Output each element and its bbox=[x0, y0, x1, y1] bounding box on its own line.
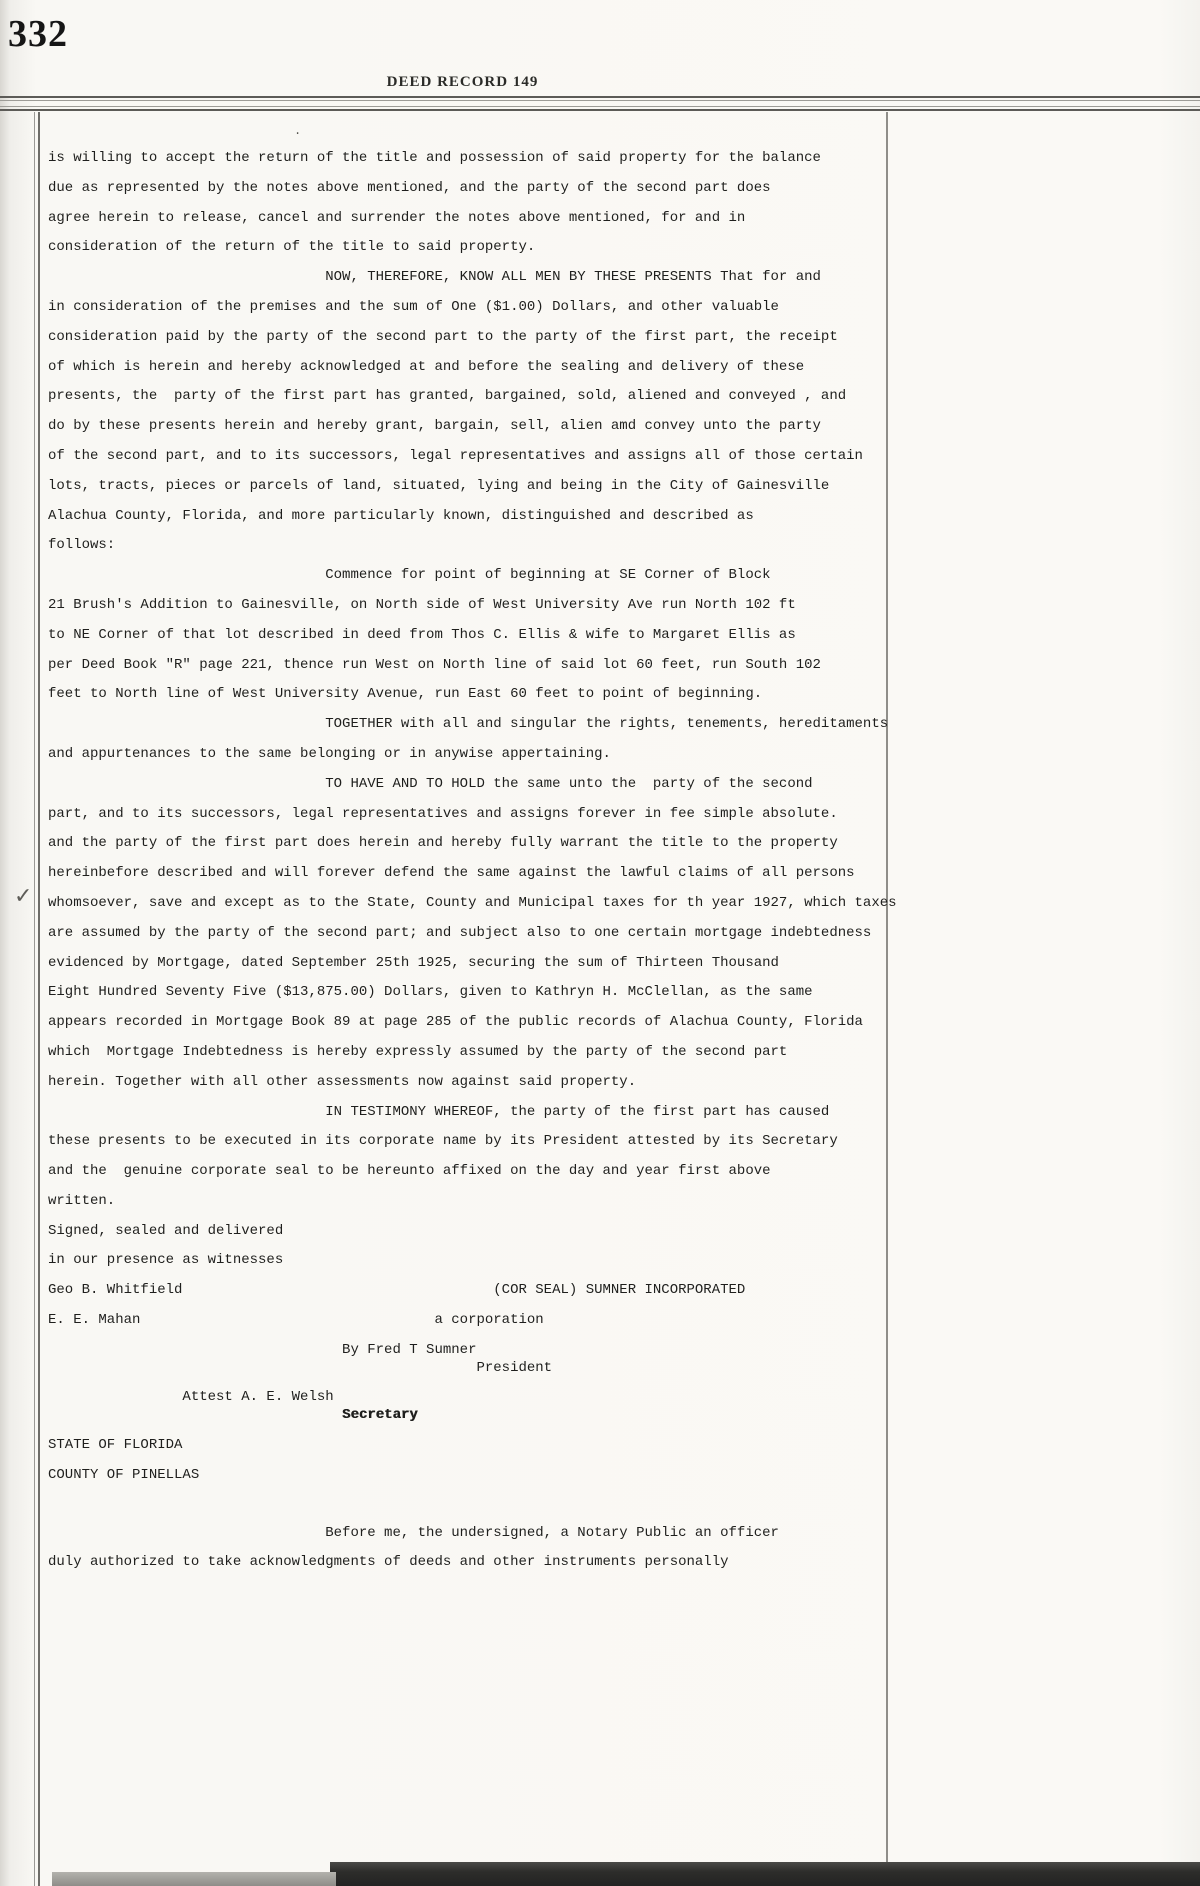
text-line: COUNTY OF PINELLAS bbox=[48, 1466, 200, 1483]
text-line: Eight Hundred Seventy Five ($13,875.00) Dollars, given to Kathryn H. McClellan, as the same bbox=[48, 984, 813, 1001]
header-rule-top-thin bbox=[0, 100, 1200, 101]
text-line: By Fred T Sumner bbox=[48, 1341, 477, 1358]
text-line: due as represented by the notes above mentioned, and the party of the second part does bbox=[48, 179, 771, 196]
text-line: whomsoever, save and except as to the State, County and Municipal taxes for th year 1927, which taxes bbox=[48, 894, 897, 911]
text-line: are assumed by the party of the second part; and subject also to one certain mortgage indebtedness bbox=[48, 924, 872, 941]
text-line: Commence for point of beginning at SE Corner of Block bbox=[48, 567, 771, 584]
text-line: TO HAVE AND TO HOLD the same unto the party of the second bbox=[48, 775, 813, 792]
text-line: in consideration of the premises and the sum of One ($1.00) Dollars, and other valuable bbox=[48, 298, 779, 315]
text-line: STATE OF FLORIDA bbox=[48, 1437, 183, 1454]
text-line: hereinbefore described and will forever defend the same against the lawful claims of all persons bbox=[48, 865, 855, 882]
left-margin-rule-inner bbox=[38, 112, 40, 1886]
scan-edge-bar-light bbox=[52, 1872, 336, 1886]
text-line: of the second part, and to its successors, legal representatives and assigns all of those certain bbox=[48, 447, 863, 464]
text-line: Signed, sealed and delivered bbox=[48, 1222, 284, 1239]
left-margin-rule-outer bbox=[34, 112, 35, 1886]
text-line: do by these presents herein and hereby grant, bargain, sell, alien amd convey unto the party bbox=[48, 418, 821, 435]
header-rule-bottom-thick bbox=[0, 109, 1200, 111]
text-line: feet to North line of West University Avenue, run East 60 feet to point of beginning. bbox=[48, 686, 763, 703]
header-rule-top-thick bbox=[0, 96, 1200, 98]
text-line: President bbox=[48, 1359, 553, 1376]
text-line: of which is herein and hereby acknowledged at and before the sealing and delivery of these bbox=[48, 358, 805, 375]
document-body bbox=[48, 144, 897, 1578]
text-line: and the party of the first part does herein and hereby fully warrant the title to the property bbox=[48, 835, 838, 852]
text-line: E. E. Mahan a corporation bbox=[48, 1312, 544, 1329]
text-line: part, and to its successors, legal representatives and assigns forever in fee simple absolute. bbox=[48, 805, 838, 822]
margin-checkmark: ✓ bbox=[14, 884, 33, 909]
page-number: 332 bbox=[8, 13, 68, 55]
text-line: 21 Brush's Addition to Gainesville, on North side of West University Ave run North 102 ft bbox=[48, 596, 796, 613]
text-line: IN TESTIMONY WHEREOF, the party of the first part has caused bbox=[48, 1103, 830, 1120]
stray-ink-dot: . bbox=[294, 124, 302, 138]
text-line: herein. Together with all other assessments now against said property. bbox=[48, 1073, 637, 1090]
text-line: Secretary bbox=[48, 1407, 418, 1424]
text-line: evidenced by Mortgage, dated September 25th 1925, securing the sum of Thirteen Thousand bbox=[48, 954, 779, 971]
text-line: these presents to be executed in its corporate name by its President attested by its Secretary bbox=[48, 1133, 838, 1150]
text-line: to NE Corner of that lot described in deed from Thos C. Ellis & wife to Margaret Ellis as bbox=[48, 626, 796, 643]
text-line: in our presence as witnesses bbox=[48, 1252, 284, 1269]
text-line: NOW, THEREFORE, KNOW ALL MEN BY THESE PRESENTS That for and bbox=[48, 269, 821, 286]
text-line: and appurtenances to the same belonging or in anywise appertaining. bbox=[48, 745, 611, 762]
text-line: appears recorded in Mortgage Book 89 at page 285 of the public records of Alachua County, Florida bbox=[48, 1014, 863, 1031]
text-line: lots, tracts, pieces or parcels of land, situated, lying and being in the City of Gainesville bbox=[48, 477, 830, 494]
text-line: agree herein to release, cancel and surrender the notes above mentioned, for and in bbox=[48, 209, 746, 226]
text-line: follows: bbox=[48, 537, 116, 554]
text-line: is willing to accept the return of the title and possession of said property for the balance bbox=[48, 150, 821, 166]
page-header-title: DEED RECORD 149 bbox=[386, 74, 539, 90]
text-line: Geo B. Whitfield (COR SEAL) SUMNER INCORPORATED bbox=[48, 1282, 746, 1299]
text-line: TOGETHER with all and singular the rights, tenements, hereditaments bbox=[48, 716, 889, 733]
scan-edge-bar-dark bbox=[330, 1862, 1200, 1886]
text-line: and the genuine corporate seal to be hereunto affixed on the day and year first above bbox=[48, 1163, 771, 1180]
text-line: presents, the party of the first part has granted, bargained, sold, aliened and conveyed , and bbox=[48, 388, 847, 405]
header-rule-bottom-thin bbox=[0, 106, 1200, 107]
text-line: per Deed Book "R" page 221, thence run West on North line of said lot 60 feet, run South 102 bbox=[48, 656, 821, 673]
text-line: consideration of the return of the title to said property. bbox=[48, 239, 536, 256]
text-line: which Mortgage Indebtedness is hereby expressly assumed by the party of the second part bbox=[48, 1043, 788, 1060]
text-line: written. bbox=[48, 1192, 116, 1209]
text-line: Alachua County, Florida, and more particularly known, distinguished and described as bbox=[48, 507, 754, 524]
text-line: duly authorized to take acknowledgments of deeds and other instruments personally bbox=[48, 1554, 729, 1571]
text-line: consideration paid by the party of the second part to the party of the first part, the receipt bbox=[48, 328, 838, 345]
text-line: Before me, the undersigned, a Notary Public an officer bbox=[48, 1524, 779, 1541]
text-line: Attest A. E. Welsh bbox=[48, 1389, 334, 1406]
